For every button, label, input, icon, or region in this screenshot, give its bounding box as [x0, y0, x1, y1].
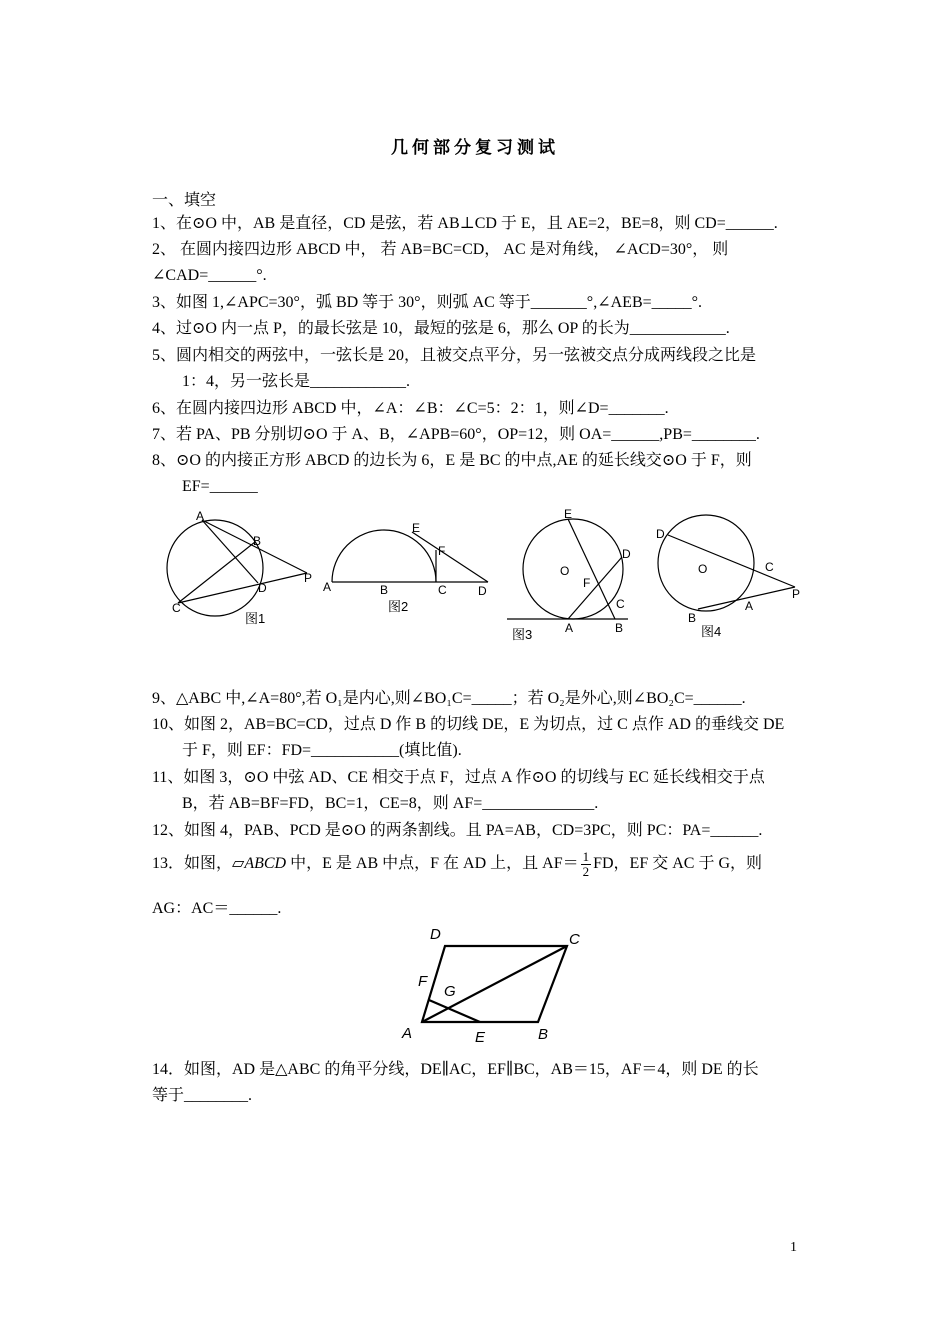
page-title: 几何部分复习测试: [391, 138, 559, 157]
segment-ef: [429, 1000, 480, 1022]
question-13-prefix: 13．如图，: [152, 855, 233, 873]
figure-2-caption: 图2: [388, 599, 409, 614]
question-8-line1: 8、⊙O 的内接正方形 ABCD 的边长为 6，E 是 BC 的中点,AE 的延长线交⊙O 于 F，则: [152, 452, 752, 469]
question-9: 9、△ABC 中,∠A=80°,若 O₁是内心,则∠BO₁C=_____；若 O₂是外心,则∠BO₂C=______.: [152, 690, 746, 707]
fraction-denominator: 2: [582, 864, 590, 879]
question-8-line2: EF=______: [182, 478, 258, 495]
parallelogram-label-b: B: [538, 1026, 549, 1043]
figure-2-label-f: F: [438, 544, 446, 558]
figure-2: [332, 530, 488, 582]
figure-4-label-a: A: [745, 599, 754, 613]
parallelogram-label-c: C: [569, 931, 580, 948]
question-13-mid: 中，: [286, 855, 323, 873]
question-13-figure-name: ABCD: [244, 855, 287, 873]
figure-1-label-c: C: [172, 601, 181, 615]
question-4: 4、过⊙O 内一点 P，的最长弦是 10，最短的弦是 6，那么 OP 的长为____________.: [152, 320, 730, 337]
question-11-line1: 11、如图 3，⊙O 中弦 AD、CE 相交于点 F，过点 A 作⊙O 的切线与 EC 延长线相交于点: [152, 769, 765, 786]
figure-3-label-b: B: [615, 621, 624, 635]
figure-1-caption: 图1: [245, 611, 266, 626]
figure-2-label-b: B: [380, 583, 389, 597]
fraction-numerator: 1: [582, 849, 590, 864]
question-11-line2: B，若 AB=BF=FD，BC=1，CE=8，则 AF=______________.: [182, 795, 599, 812]
question-13-answer: AG：AC＝______.: [152, 900, 282, 917]
parallelogram-label-a: A: [402, 1025, 413, 1042]
figure-1: [167, 520, 307, 616]
page-number: 1: [790, 1240, 797, 1255]
figure-3-label-o: O: [560, 564, 570, 578]
figures-1-4: [160, 505, 810, 655]
question-13: [152, 850, 812, 879]
parallelogram-label-g: G: [444, 983, 456, 1000]
question-13-text1: E 是 AB 中点，F 在 AD 上，且 AF＝: [322, 855, 579, 873]
figure-4-label-b: B: [688, 611, 697, 625]
figure-3-chord-ad: [568, 557, 622, 619]
question-5: [152, 343, 812, 395]
question-5-line1: 5、圆内相交的两弦中，一弦长是 20，且被交点平分，另一弦被交点分成两线段之比是: [152, 347, 757, 364]
figure-2-label-d: D: [478, 584, 487, 598]
parallelogram-label-e: E: [475, 1029, 486, 1046]
figure-4-label-d: D: [656, 527, 665, 541]
figure-4-label-p: P: [792, 587, 801, 601]
fraction-one-half: [581, 850, 592, 879]
figure-2-label-e: E: [412, 521, 421, 535]
parallelogram-icon: ▱: [232, 855, 245, 873]
question-2-line2: ∠CAD=______°.: [152, 267, 267, 284]
question-14-line2: 等于________.: [152, 1087, 253, 1104]
figure-3-label-a: A: [565, 621, 574, 635]
figure-1-label-d: D: [258, 581, 267, 595]
question-11: [152, 765, 812, 817]
question-5-line2: 1：4，另一弦长是____________.: [182, 373, 411, 390]
figure-4: [658, 515, 795, 611]
parallelogram-label-f: F: [418, 973, 428, 990]
question-14: [152, 1057, 812, 1109]
parallelogram-label-d: D: [430, 926, 441, 943]
question-1: 1、在⊙O 中，AB 是直径，CD 是弦，若 AB⊥CD 于 E，且 AE=2，BE=8，则 CD=______.: [152, 215, 778, 232]
figure-parallelogram: [400, 918, 590, 1048]
question-2: [152, 237, 812, 289]
question-14-line1: 14．如图，AD 是△ABC 的角平分线，DE∥AC，EF∥BC，AB＝15，AF＝4，则 DE 的长: [152, 1061, 759, 1078]
figure-1-label-b: B: [253, 534, 262, 548]
figure-2-label-c: C: [438, 583, 447, 597]
figure-2-tangent-de: [412, 532, 488, 582]
question-6: 6、在圆内接四边形 ABCD 中，∠A：∠B：∠C=5：2：1，则∠D=_______.: [152, 400, 669, 417]
question-13-text2: FD，EF 交 AC 于 G，则: [593, 855, 763, 873]
figure-1-label-a: A: [196, 509, 205, 523]
figure-4-label-o: O: [698, 562, 708, 576]
question-10-line1: 10、如图 2，AB=BC=CD，过点 D 作 B 的切线 DE，E 为切点，过 C 点作 AD 的垂线交 DE: [152, 716, 785, 733]
section-heading: 一、填空: [152, 192, 217, 209]
figure-4-label-c: C: [765, 560, 774, 574]
figure-3-label-e: E: [564, 507, 573, 521]
question-10-line2: 于 F，则 EF：FD=___________(填比值).: [182, 742, 462, 759]
figure-2-label-a: A: [323, 580, 332, 594]
question-3: 3、如图 1,∠APC=30°，弧 BD 等于 30°，则弧 AC 等于_______°,∠AEB=_____°.: [152, 294, 703, 311]
figure-1-chord-ad: [202, 520, 258, 583]
figure-4-caption: 图4: [701, 624, 722, 639]
figure-3-label-d: D: [622, 547, 631, 561]
question-8: [152, 448, 812, 500]
question-2-line1: 2、 在圆内接四边形 ABCD 中， 若 AB=BC=CD， AC 是对角线， ∠ACD=30°， 则: [152, 241, 729, 258]
question-7: 7、若 PA、PB 分别切⊙O 于 A、B，∠APB=60°，OP=12，则 OA=______,PB=________.: [152, 426, 760, 443]
figure-3-caption: 图3: [512, 627, 533, 642]
figure-3-label-c: C: [616, 597, 625, 611]
figure-1-label-p: P: [304, 571, 313, 585]
question-12: 12、如图 4，PAB、PCD 是⊙O 的两条割线。且 PA=AB，CD=3PC，则 PC：PA=______.: [152, 822, 763, 839]
figure-4-secant-pcd: [668, 535, 795, 587]
figure-3-label-f: F: [583, 576, 591, 590]
question-10: [152, 712, 812, 764]
